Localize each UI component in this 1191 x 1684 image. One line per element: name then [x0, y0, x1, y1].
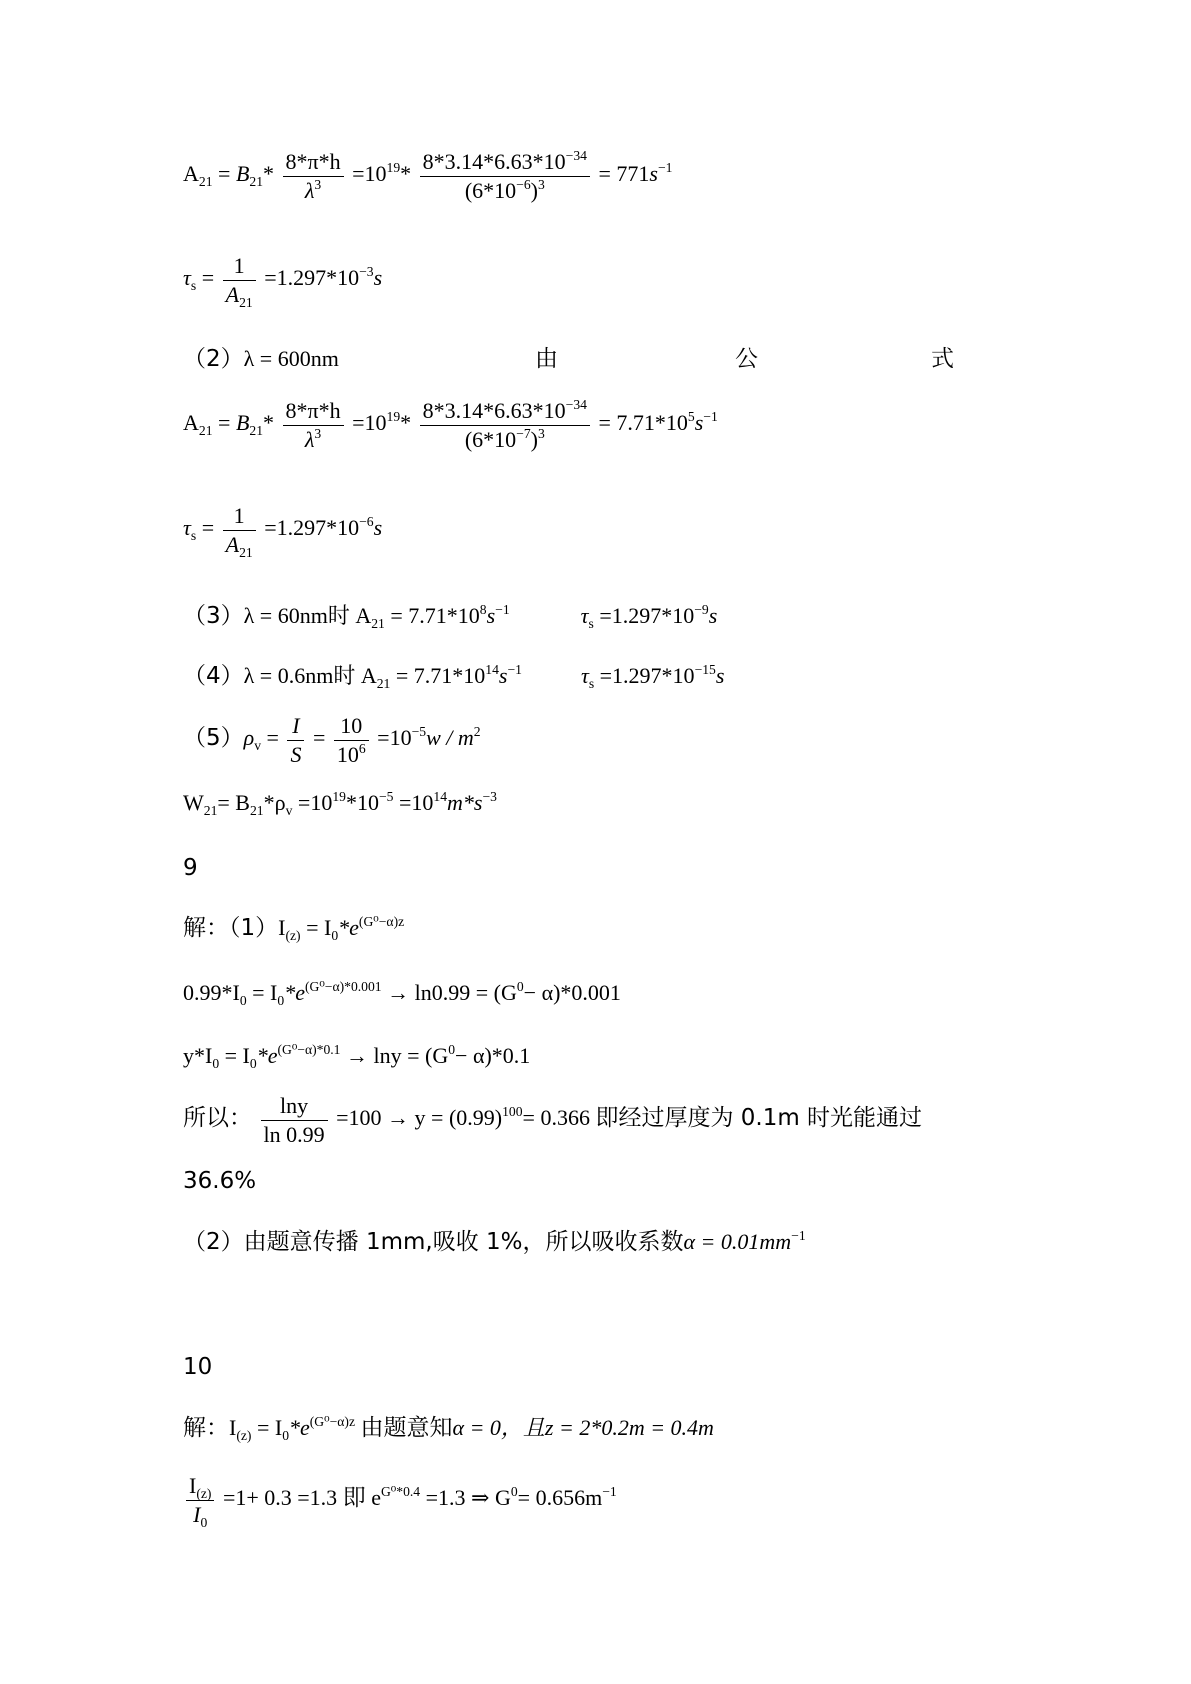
solution-9-part-2: （2）由题意传播 1mm,吸收 1%，所以吸收系数$\alpha = 0.01mm^{-1}$	[183, 1228, 806, 1255]
fraction: $\frac{8*3.14*6.63*10^{-34}}{(6*10^{-6})^3}$	[420, 148, 590, 204]
part-2-heading: （2）λ = 600nm 由 公 式	[183, 346, 954, 372]
equation-a21-first: $A_{21} = B_{21}*$ $\frac{8*\pi*h}{\lambda^3}$ $=10^{19}*$ $\frac{8*3.14*6.63*10^{-34}}{(6*10^{-6})^3}$ = $771s^{-1}$	[183, 148, 673, 203]
part-3-line: （3）λ = 60nm时 $A_{21} = 7.71*10^8s^{-1}$ $\tau_s =1.297*10^{-9}s$	[183, 602, 718, 631]
conclusion-line: 所以： $\frac{\ln y}{\ln 0.99}$ $=100 \to y = (0.99)^{100}= 0.366$ 即经过厚度为 0.1m 时光能通过	[183, 1093, 923, 1147]
equation-w21: $W_{21}= B_{21}*\rho_v =10^{19}*10^{-5} =10^{14}m*s^{-3}$	[183, 789, 497, 818]
solution-10-line-2: $\frac{I_{(z)}}{I_0}$ =1+ 0.3 =1.3 即 $e^{G^0*0.4} =1.3$ ⇒ $G^0= 0.656m^{-1}$	[183, 1472, 617, 1528]
equation-s2: $0.99*I_0 = I_0*e^{(G^0-\alpha)*0.001} \to \ln 0.99 = (G^0- \alpha)*0.001$	[183, 979, 621, 1008]
fraction: $\frac{\ln y}{\ln 0.99}$	[261, 1092, 328, 1148]
fraction: $\frac{I}{S}$	[287, 712, 304, 768]
fraction: $\frac{10}{10^6}$	[334, 712, 369, 768]
fraction: $\frac{8*\pi*h}{\lambda^3}$	[283, 397, 344, 453]
part-4-line: （4）λ = 0.6nm时 $A_{21} = 7.71*10^{14}s^{-1}$ $\tau_s =1.297*10^{-15}s$	[183, 662, 725, 691]
fraction: $\frac{8*3.14*6.63*10^{-34}}{(6*10^{-7})^3}$	[420, 397, 590, 453]
fraction: $\frac{1}{A_{21}}$	[223, 252, 256, 308]
equation-tau-first: $\tau_s$ = $\frac{1}{A_{21}}$ $=1.297*10^{-3}s$	[183, 253, 383, 310]
equation-s3: $y*I_0 = I_0*e^{(G^0-\alpha)*0.1} \to \ln y = (G^0- \alpha)*0.1$	[183, 1042, 531, 1071]
equation-a21-second: $A_{21} = B_{21}*$ $\frac{8*\pi*h}{\lambda^3}$ $=10^{19}*$ $\frac{8*3.14*6.63*10^{-34}}{(6*10^{-7})^3}$ = $7.71*10^5s^{-1}$	[183, 397, 718, 452]
part-5-line: $(5)\rho_v$ = $\frac{I}{S}$ = $\frac{10}{10^6}$ $=10^{-5}w / m^2$	[183, 713, 481, 767]
fraction: $\frac{I_{(z)}}{I_0}$	[186, 1472, 214, 1528]
conclusion-percent: 36.6%	[183, 1168, 257, 1194]
problem-number-9: 9	[183, 855, 198, 881]
solution-10-line-1: 解：$I_{(z)} = I_0*e^{(G^0-\alpha)z}$ 由题意知α = 0，且z = 2*0.2m = 0.4m	[183, 1414, 714, 1443]
solution-9-part-1: 解：$(1)I_{(z)} = I_0*e^{(G^0-\alpha)z}$	[183, 914, 405, 943]
equation-tau-second: $\tau_s$ = $\frac{1}{A_{21}}$ $=1.297*10^{-6}s$	[183, 503, 383, 560]
problem-number-10: 10	[183, 1354, 213, 1380]
fraction: $\frac{8*\pi*h}{\lambda^3}$	[283, 148, 344, 204]
fraction: $\frac{1}{A_{21}}$	[223, 502, 256, 558]
